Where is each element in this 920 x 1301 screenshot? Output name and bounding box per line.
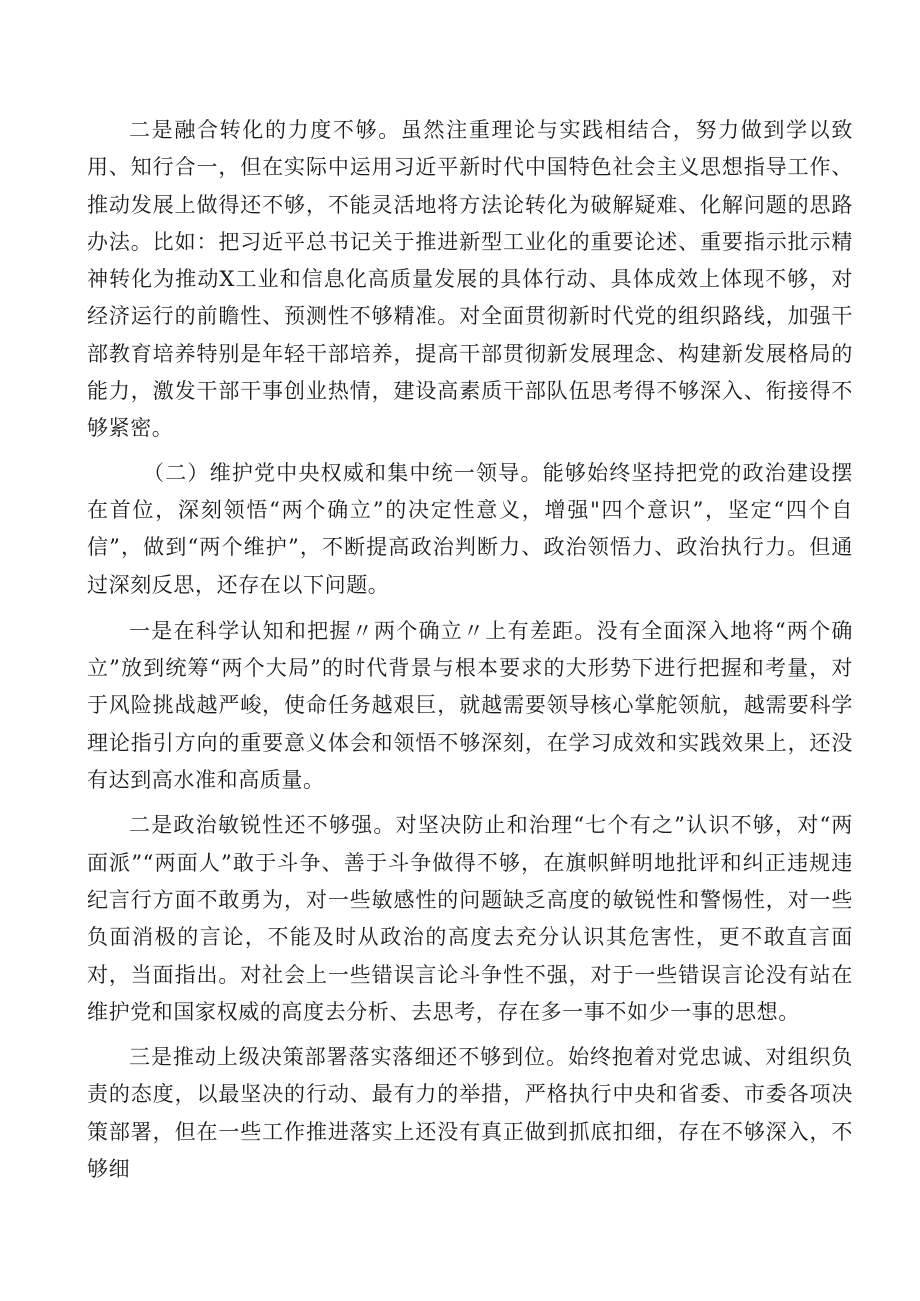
paragraph-integration: 二是融合转化的力度不够。虽然注重理论与实践相结合，努力做到学以致用、知行合一，但在实际中运用习近平新时代中国特色社会主义思想指导工作、推动发展上做得还不够，不能灵活地将方法论转化为破解疑难、化解问题的思路办法。比如：把习近平总书记关于推进新型工业化的重要论述、重要指示批示精神转化为推动X工业和信息化高质量发展的具体行动、具体成效上体现不够，对经济运行的前瞻性、预测性不够精准。对全面贯彻新时代党的组织路线，加强干部教育培养特别是年轻干部培养，提高干部贯彻新发展理念、构建新发展格局的能力，激发干部干事创业热情，建设高素质干部队伍思考得不够深入、衔接得不够紧密。 (87, 118, 853, 441)
paragraph-two-establishments: 一是在科学认知和把握〃两个确立〃上有差距。没有全面深入地将“两个确立”放到统筹“两个大局”的时代背景与根本要求的大形势下进行把握和考量，对于风险挑战越严峻，使命任务越艰巨，就越需要领导核心掌舵领航，越需要科学理论指引方向的重要意义体会和领悟不够深刻，在学习成效和实践效果上，还没有达到高水准和高质量。 (87, 618, 853, 793)
paragraph-implementation: 三是推动上级决策部署落实落细还不够到位。始终抱着对党忠诚、对组织负责的态度，以最坚决的行动、最有力的举措，严格执行中央和省委、市委各项决策部署，但在一些工作推进落实上还没有真正做到抓底扣细，存在不够深入，不够细 (87, 1045, 853, 1182)
paragraph-political-sensitivity: 二是政治敏锐性还不够强。对坚决防止和治理“七个有之”认识不够，对“两面派”“两面人”敢于斗争、善于斗争做得不够，在旗帜鲜明地批评和纠正违规违纪言行方面不敢勇为，对一些敏感性的问题缺乏高度的敏锐性和警惕性，对一些负面消极的言论，不能及时从政治的高度去充分认识其危害性，更不敢直言面对，当面指出。对社会上一些错误言论斗争性不强，对于一些错误言论没有站在维护党和国家权威的高度去分析、去思考，存在多一事不如少一事的思想。 (87, 813, 853, 1024)
document-body (87, 112, 853, 1188)
paragraph-section-two-heading: （二）维护党中央权威和集中统一领导。能够始终坚持把党的政治建设摆在首位，深刻领悟“两个确立”的决定性意义，增强"四个意识”，坚定“四个自信”，做到“两个维护”，不断提高政治判断力、政治领悟力、政治执行力。但通过深刻反思，还存在以下问题。 (87, 460, 853, 597)
